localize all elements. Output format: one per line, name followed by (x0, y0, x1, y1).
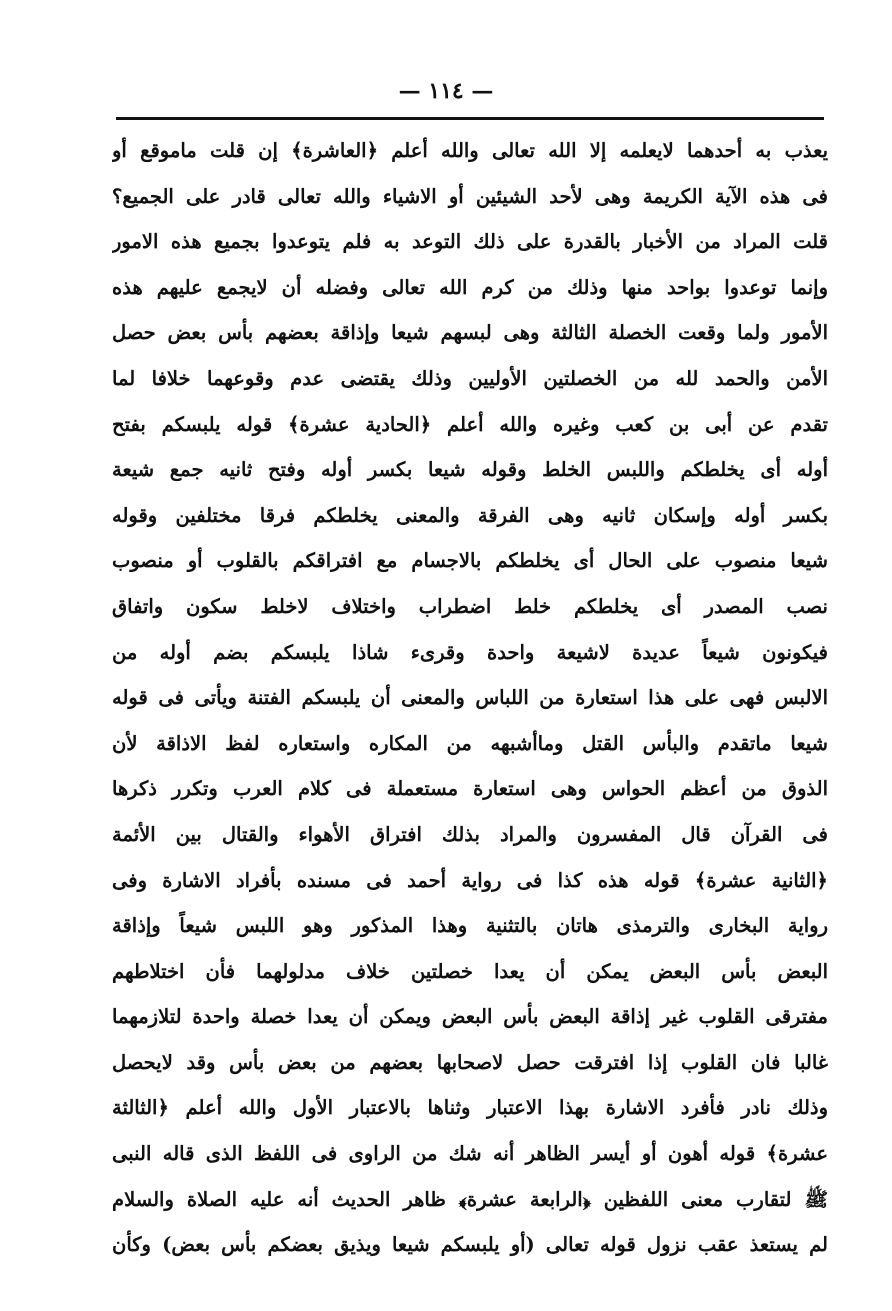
text-line: فيكونون شيعاً عديدة لاشيعة واحدة وقرىء شاذا يلبسكم بضم أوله من (112, 640, 828, 664)
text-line: غالبا فان القلوب إذا افترقت حصل لاصحابها بعضهم من بعض بأس وقد لايحصل (112, 1050, 828, 1074)
text-line: وإنما توعدوا بواحد منها وذلك من كرم الله تعالى وفضله أن لايجمع عليهم هذه (112, 275, 828, 299)
text-line: يعذب به أحدهما لايعلمه إلا الله تعالى والله أعلم ﴿العاشرة﴾ إن قلت ماموقع أو (112, 139, 828, 162)
text-line: عشرة﴾ قوله أهون أو أيسر الظاهر أنه شك من الراوى فى اللفظ الذى قاله النبى (112, 1142, 828, 1166)
text-line: تقدم عن أبى بن كعب وغيره والله أعلم ﴿الحادية عشرة﴾ قوله يلبسكم بفتح (112, 412, 828, 436)
page-body-text (112, 128, 828, 1268)
text-line: شيعا منصوب على الحال أى يخلطكم بالاجسام مع افتراقكم بالقلوب أو منصوب (112, 549, 828, 573)
text-line: مفترقى القلوب غير إذاقة البعض بأس البعض ويمكن أن يعدا خصلة واحدة لتلازمهما (112, 1005, 828, 1029)
text-line: وذلك نادر فأفرد الاشارة بهذا الاعتبار وثناها بالاعتبار الأول والله أعلم ﴿الثالثة (112, 1096, 828, 1120)
text-line: ﷺ لتقارب معنى اللفظين ﴿الرابعة عشرة﴾ ظاهر الحديث أنه عليه الصلاة والسلام (112, 1187, 828, 1211)
text-line: الذوق من أعظم الحواس وهى استعارة مستعملة فى كلام العرب وتكرر ذكرها (112, 777, 828, 801)
text-line: ﴿الثانية عشرة﴾ قوله هذه كذا فى رواية أحمد فى مسنده بأفراد الاشارة وفى (112, 868, 828, 892)
text-line: نصب المصدر أى يخلطكم خلط اضطراب واختلاف لاخلط سكون واتفاق (112, 594, 828, 618)
text-line: رواية البخارى والترمذى هاتان بالتثنية وهذا المذكور وهو اللبس شيعاً وإذاقة (112, 914, 828, 938)
text-line: لم يستعذ عقب نزول قوله تعالى (أو يلبسكم شيعا ويذيق بعضكم بأس بعض) وكأن (112, 1233, 828, 1257)
header-rule (116, 117, 824, 120)
page-number: — ١١٤ — (398, 78, 494, 104)
text-line: فى هذه الآية الكريمة وهى لأحد الشيئين أو الاشياء والله تعالى قادر على الجميع؟ (112, 184, 828, 208)
text-line: أوله أى يخلطكم واللبس الخلط وقوله شيعا بكسر أوله وفتح ثانيه جمع شيعة (112, 458, 828, 482)
text-line: شيعا ماتقدم والبأس القتل وماأشبهه من المكاره واستعاره لفظ الاذاقة لأن (112, 731, 828, 755)
text-line: البعض بأس البعض يمكن أن يعدا خصلتين خلاف مدلولهما فأن اختلاطهم (112, 959, 828, 983)
text-line: الالبس فهى على هذا استعارة من اللباس والمعنى أن يلبسكم الفتنة ويأتى فى قوله (112, 686, 828, 710)
text-line: بكسر أوله وإسكان ثانيه وهى الفرقة والمعنى يخلطكم فرقا مختلفين وقوله (112, 503, 828, 527)
text-line: قلت المراد من الأخبار بالقدرة على ذلك التوعد به فلم يتوعدوا بجميع هذه الامور (112, 230, 828, 254)
text-line: الأمور ولما وقعت الخصلة الثالثة وهى لبسهم شيعا وإذاقة بعضهم بأس بعض حصل (112, 321, 828, 345)
text-line: فى القرآن قال المفسرون والمراد بذلك افتراق الأهواء والقتال بين الأئمة (112, 822, 828, 846)
text-line: الأمن والحمد لله من الخصلتين الأوليين وذلك يقتضى عدم وقوعهما خلافا لما (112, 366, 828, 390)
